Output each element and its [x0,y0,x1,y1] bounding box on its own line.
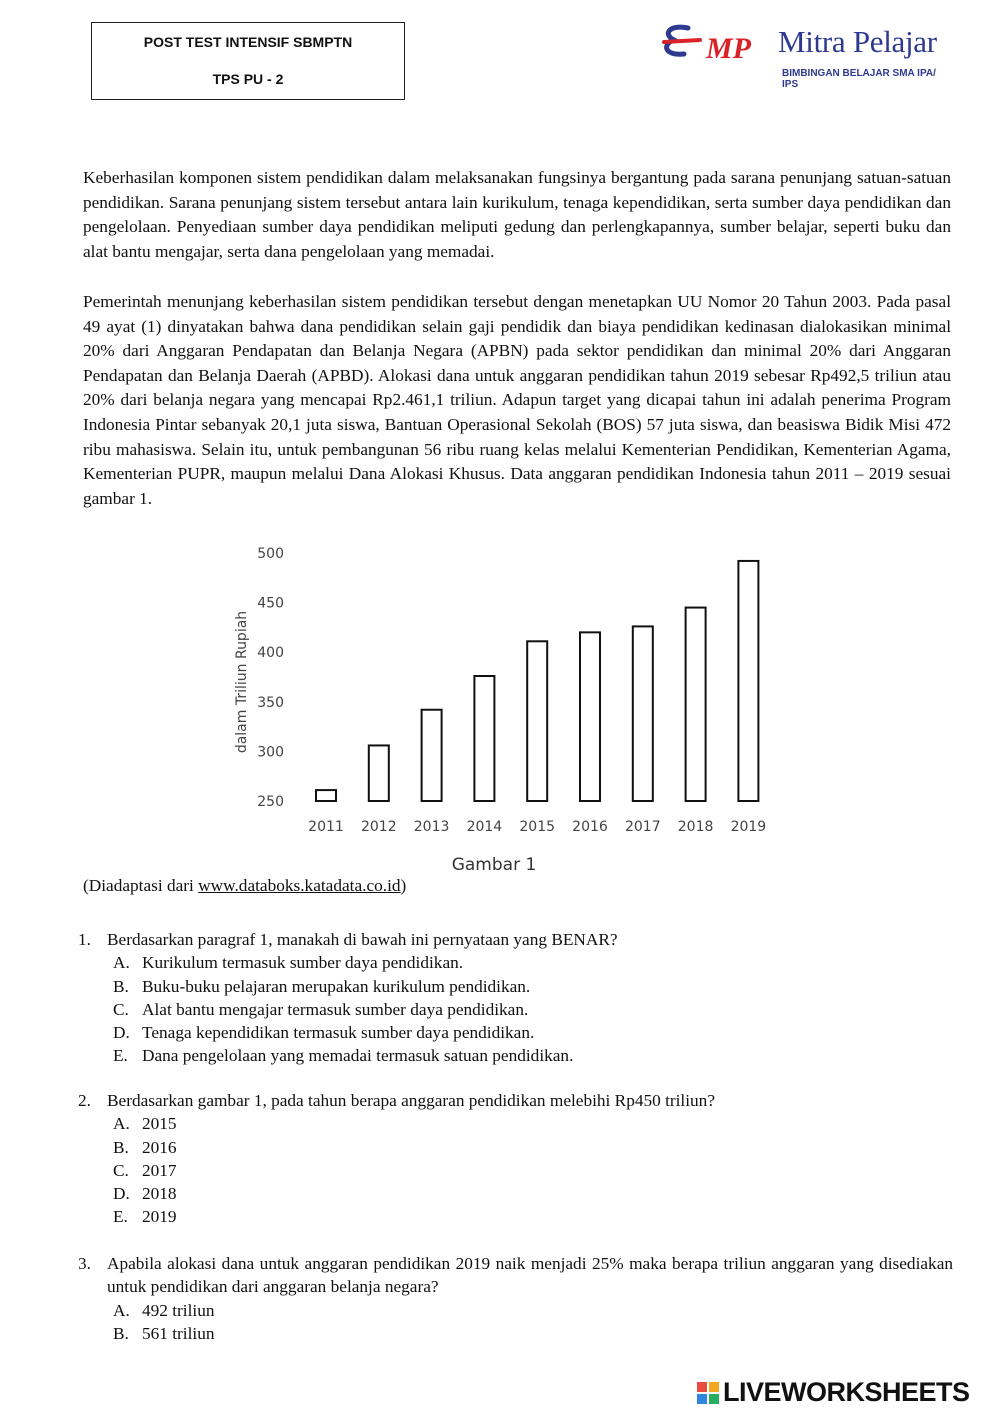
logo-mark-text: MP [706,32,751,65]
question-number: 3. [78,1254,91,1273]
y-tick-label: 300 [257,744,284,761]
y-tick-label: 500 [257,546,284,562]
option-text: 2018 [142,1184,177,1204]
bar-series [316,561,758,801]
question-number: 1. [78,930,91,949]
bar-2012 [369,745,389,801]
bar-2016 [580,632,600,801]
source-prefix: (Diadaptasi dari [83,876,199,895]
x-tick-label: 2011 [308,819,344,835]
question-2 [78,1089,953,1229]
option-d[interactable] [78,1182,953,1205]
option-letter: E. [113,1207,128,1227]
bar-2018 [686,608,706,801]
option-text: Alat bantu mengajar termasuk sumber daya pendidikan. [142,999,529,1019]
option-d[interactable] [78,1021,953,1044]
option-b[interactable] [78,975,953,998]
option-text: Kurikulum termasuk sumber daya pendidikan. [142,953,464,973]
option-c[interactable] [78,998,953,1021]
option-letter: A. [113,1114,130,1134]
option-text: 2019 [142,1207,177,1227]
option-e[interactable] [78,1044,953,1067]
x-axis-ticks [308,819,766,835]
chart-caption: Gambar 1 [451,855,537,875]
option-letter: C. [113,999,129,1019]
y-tick-label: 450 [257,595,284,612]
source-link[interactable]: www.databoks.katadata.co.id [198,876,401,895]
header-subtitle: TPS PU - 2 [212,71,284,87]
passage-paragraph-2: Pemerintah menunjang keberhasilan sistem pendidikan tersebut dengan menetapkan UU Nomor 20 Tahun 2003. Pada pasal 49 ayat (1) dinyatakan bahwa dana pendidikan selain gaji pendidik dan biaya pendidikan kedinasan dialokasikan minimal 20% dari Anggaran Pendapatan dan Belanja Negara (APBN) pada sektor pendidikan dan minimal 20% dari Anggaran Pendapatan dan Belanja Daerah (APBD). Alokasi dana untuk anggaran pendidikan tahun 2019 sebesar Rp492,5 triliun atau 20% dari belanja negara yang mencapai Rp2.461,1 triliun. Adapun target yang dicapai tahun ini adalah penerima Program Indonesia Pintar sebanyak 20,1 juta siswa, Bantuan Operasional Sekolah (BOS) 57 juta siswa, dan beasiswa Bidik Misi 472 ribu mahasiswa. Selain itu, untuk pembangunan 56 ribu ruang kelas melalui Kementerian Pendidikan, Kementerian Agama, Kementerian PUPR, maupun melalui Dana Alokasi Khusus. Data anggaran pendidikan Indonesia tahun 2011 – 2019 sesuai gambar 1. [83,292,951,508]
option-text: 561 triliun [142,1323,215,1343]
option-text: 2015 [142,1114,177,1134]
y-axis-ticks [257,546,284,810]
option-letter: D. [113,1184,130,1204]
x-tick-label: 2014 [466,819,503,835]
logo-brand-name: Mitra Pelajar [778,24,937,59]
question-text: Berdasarkan paragraf 1, manakah di bawah ini pernyataan yang BENAR? [107,930,618,949]
x-tick-label: 2018 [677,819,714,835]
education-budget-bar-chart [228,540,788,876]
option-letter: E. [113,1046,128,1066]
document-header-box [91,22,405,100]
option-letter: A. [113,953,130,973]
source-citation [83,876,406,896]
answer-options [78,1299,953,1346]
option-text: Dana pengelolaan yang memadai termasuk satuan pendidikan. [142,1046,574,1066]
bar-2014 [474,676,494,801]
liveworksheets-logo-icon [697,1382,719,1404]
option-letter: B. [113,1137,129,1157]
bar-2015 [527,641,547,801]
option-b[interactable] [78,1136,953,1159]
option-letter: B. [113,976,129,996]
y-tick-label: 250 [257,794,284,810]
option-text: 2016 [142,1137,177,1157]
bar-2011 [316,790,336,801]
answer-options [78,951,953,1067]
liveworksheets-watermark [697,1377,970,1408]
option-text: 492 triliun [142,1300,215,1320]
bar-2013 [422,710,442,801]
option-c[interactable] [78,1159,953,1182]
question-text: Berdasarkan gambar 1, pada tahun berapa anggaran pendidikan melebihi Rp450 triliun? [107,1091,715,1110]
question-text: Apabila alokasi dana untuk anggaran pendidikan 2019 naik menjadi 25% maka berapa triliun anggaran yang disediakan untuk pendidikan dari anggaran belanja negara? [107,1254,953,1297]
passage-paragraph-1: Keberhasilan komponen sistem pendidikan dalam melaksanakan fungsinya bergantung pada sarana penunjang satuan-satuan pendidikan. Sarana penunjang sistem tersebut antara lain kurikulum, tenaga kependidikan, serta sumber daya pendidikan dan pengelolaan. Penyediaan sumber daya pendidikan meliputi gedung dan perlengkapannya, sumber belajar, seperti buku dan alat bantu mengajar, serta dana pengelolaan yang memadai. [83,168,951,261]
y-tick-label: 350 [257,694,284,711]
answer-options [78,1112,953,1228]
option-letter: A. [113,1300,130,1320]
header-title: POST TEST INTENSIF SBMPTN [143,34,353,50]
option-letter: D. [113,1023,130,1043]
option-text: 2017 [142,1160,177,1180]
option-letter: B. [113,1323,129,1343]
option-a[interactable] [78,951,953,974]
x-tick-label: 2013 [413,819,450,835]
mitra-pelajar-logo [660,22,940,90]
option-text: Tenaga kependidikan termasuk sumber daya pendidikan. [142,1023,535,1043]
option-a[interactable] [78,1112,953,1135]
x-tick-label: 2016 [572,819,608,835]
x-tick-label: 2012 [360,819,397,835]
source-suffix: ) [400,876,407,895]
option-letter: C. [113,1160,129,1180]
option-a[interactable] [78,1299,953,1322]
y-axis-label: dalam Triliun Rupiah [234,610,250,754]
option-b[interactable] [78,1322,953,1345]
y-tick-label: 400 [257,645,284,662]
option-text: Buku-buku pelajaran merupakan kurikulum pendidikan. [142,976,531,996]
question-3 [78,1252,953,1345]
x-tick-label: 2017 [624,819,661,835]
watermark-text: LIVEWORKSHEETS [723,1377,970,1407]
question-1 [78,928,953,1068]
bar-2019 [738,561,758,801]
logo-tagline: BIMBINGAN BELAJAR SMA IPA/ IPS [782,68,936,90]
x-tick-label: 2019 [730,819,767,835]
bar-2017 [633,626,653,801]
mp-logo-icon [660,22,778,72]
option-e[interactable] [78,1205,953,1228]
question-number: 2. [78,1091,91,1110]
x-tick-label: 2015 [519,819,556,835]
